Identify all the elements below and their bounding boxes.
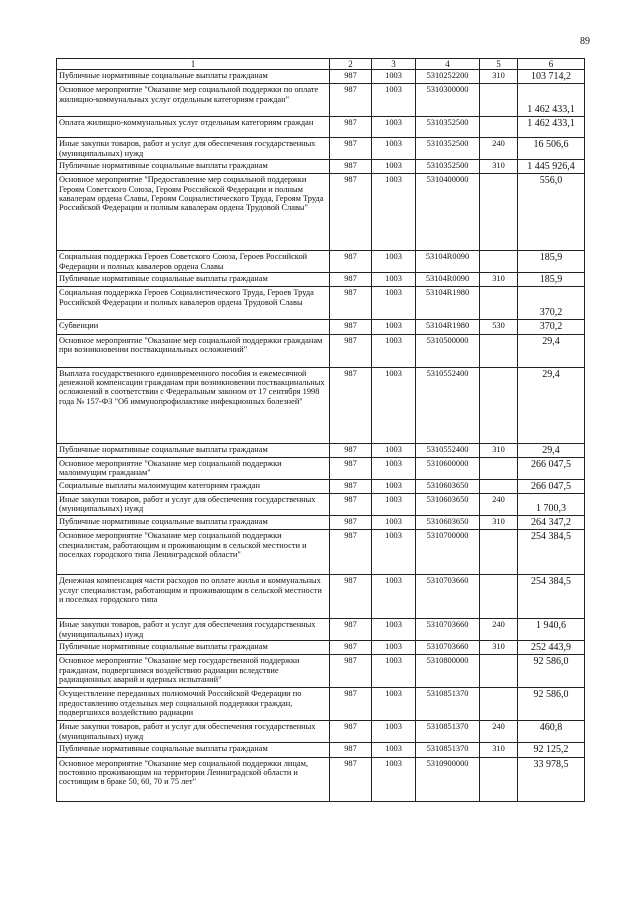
row-col4: 5310352500 [416, 138, 480, 160]
row-amount: 1 700,3 [518, 494, 585, 516]
row-col3: 1003 [372, 320, 416, 334]
table-row [57, 84, 585, 117]
row-col2: 987 [330, 138, 372, 160]
table-row [57, 457, 585, 479]
row-col2: 987 [330, 743, 372, 757]
row-col3: 1003 [372, 70, 416, 84]
table-body [57, 70, 585, 802]
table-row [57, 273, 585, 287]
row-amount: 33 978,5 [518, 757, 585, 801]
row-col2: 987 [330, 334, 372, 367]
row-col3: 1003 [372, 457, 416, 479]
row-col2: 987 [330, 443, 372, 457]
row-name: Социальная поддержка Героев Социалистического Труда, Героев Труда Российской Федерации и полных кавалеров ордена Трудовой Славы [57, 287, 330, 320]
row-amount: 266 047,5 [518, 457, 585, 479]
row-col3: 1003 [372, 117, 416, 138]
row-amount: 556,0 [518, 174, 585, 251]
row-col5: 240 [480, 619, 518, 641]
row-col2: 987 [330, 757, 372, 801]
table-row [57, 688, 585, 721]
row-amount: 264 347,2 [518, 516, 585, 530]
row-name: Основное мероприятие "Предоставление мер социальной поддержки Героям Советского Союза, Героям Российской Федерации и полным кавалерам ордена Славы, Героям Социалистического Труда, Героям Труда Российской Федерации и полным кавалерам ордена Трудовой Славы" [57, 174, 330, 251]
row-col2: 987 [330, 273, 372, 287]
row-col4: 5310552400 [416, 367, 480, 443]
table-row [57, 655, 585, 688]
row-col4: 5310500000 [416, 334, 480, 367]
row-col4: 5310603650 [416, 494, 480, 516]
header-cell: 2 [330, 59, 372, 70]
row-name: Публичные нормативные социальные выплаты гражданам [57, 273, 330, 287]
header-cell: 3 [372, 59, 416, 70]
row-col5 [480, 655, 518, 688]
row-col2: 987 [330, 320, 372, 334]
row-col5: 240 [480, 494, 518, 516]
row-col3: 1003 [372, 619, 416, 641]
row-col4: 5310552400 [416, 443, 480, 457]
row-amount: 92 125,2 [518, 743, 585, 757]
table-row [57, 721, 585, 743]
row-amount: 185,9 [518, 273, 585, 287]
row-col5 [480, 757, 518, 801]
table-row [57, 575, 585, 619]
row-col2: 987 [330, 84, 372, 117]
table-row [57, 367, 585, 443]
header-row [57, 59, 585, 70]
row-name: Оплата жилищно-коммунальных услуг отдельным категориям граждан [57, 117, 330, 138]
row-col3: 1003 [372, 688, 416, 721]
row-col4: 5310703660 [416, 641, 480, 655]
row-col3: 1003 [372, 138, 416, 160]
row-col3: 1003 [372, 84, 416, 117]
row-col5 [480, 367, 518, 443]
row-col4: 53104R1980 [416, 320, 480, 334]
row-name: Социальные выплаты малоимущим категориям граждан [57, 479, 330, 493]
row-col5 [480, 479, 518, 493]
row-col4: 5310703660 [416, 575, 480, 619]
row-col3: 1003 [372, 516, 416, 530]
row-amount: 1 445 926,4 [518, 160, 585, 174]
row-col3: 1003 [372, 287, 416, 320]
row-name: Иные закупки товаров, работ и услуг для обеспечения государственных (муниципальных) нужд [57, 619, 330, 641]
row-col5 [480, 530, 518, 575]
row-name: Иные закупки товаров, работ и услуг для обеспечения государственных (муниципальных) нужд [57, 138, 330, 160]
row-col5: 530 [480, 320, 518, 334]
table-row [57, 174, 585, 251]
row-col2: 987 [330, 494, 372, 516]
row-col4: 53104R0090 [416, 273, 480, 287]
table-row [57, 757, 585, 801]
row-name: Иные закупки товаров, работ и услуг для обеспечения государственных (муниципальных) нужд [57, 494, 330, 516]
row-col3: 1003 [372, 641, 416, 655]
table-row [57, 70, 585, 84]
row-col4: 5310300000 [416, 84, 480, 117]
budget-table [56, 58, 585, 802]
table-row [57, 287, 585, 320]
row-amount: 266 047,5 [518, 479, 585, 493]
row-col2: 987 [330, 160, 372, 174]
row-col2: 987 [330, 367, 372, 443]
row-col3: 1003 [372, 494, 416, 516]
row-name: Основное мероприятие "Оказание мер социальной поддержки лицам, постоянно проживающим на территории Ленинградской области и состоящим в браке 50, 60, 70 и 75 лет" [57, 757, 330, 801]
table-row [57, 743, 585, 757]
table-row [57, 251, 585, 273]
header-cell: 6 [518, 59, 585, 70]
row-amount: 103 714,2 [518, 70, 585, 84]
header-cell: 5 [480, 59, 518, 70]
row-col5: 310 [480, 443, 518, 457]
row-name: Осуществление переданных полномочий Российской Федерации по предоставлению отдельных мер социальной поддержки граждан, подвергшихся воздействию радиации [57, 688, 330, 721]
row-col4: 5310600000 [416, 457, 480, 479]
row-col2: 987 [330, 70, 372, 84]
row-col5 [480, 117, 518, 138]
row-col5 [480, 84, 518, 117]
row-col2: 987 [330, 641, 372, 655]
header-cell: 1 [57, 59, 330, 70]
row-col2: 987 [330, 287, 372, 320]
row-amount: 1 462 433,1 [518, 84, 585, 117]
row-col4: 5310603650 [416, 479, 480, 493]
row-name: Основное мероприятие "Оказание мер социальной поддержки гражданам при возникновении поствакцинальных осложнений" [57, 334, 330, 367]
row-amount: 29,4 [518, 334, 585, 367]
row-col3: 1003 [372, 655, 416, 688]
row-name: Публичные нормативные социальные выплаты гражданам [57, 70, 330, 84]
row-col2: 987 [330, 688, 372, 721]
row-name: Основное мероприятие "Оказание мер социальной поддержки специалистам, работающим и проживающим в сельской местности и поселках городского типа Ленинградской области" [57, 530, 330, 575]
table-row [57, 443, 585, 457]
row-col4: 5310603650 [416, 516, 480, 530]
row-col5: 310 [480, 516, 518, 530]
row-col3: 1003 [372, 757, 416, 801]
row-col3: 1003 [372, 174, 416, 251]
row-name: Основное мероприятие "Оказание мер государственной поддержки гражданам, подвергшимся воздействию радиации вследствие радиационных аварий и ядерных испытаний" [57, 655, 330, 688]
row-col2: 987 [330, 251, 372, 273]
row-col5: 310 [480, 160, 518, 174]
table-row [57, 479, 585, 493]
row-name: Публичные нормативные социальные выплаты гражданам [57, 641, 330, 655]
row-name: Денежная компенсация части расходов по оплате жилья и коммунальных услуг специалистам, работающим и проживающим в сельской местности и поселках городского типа [57, 575, 330, 619]
row-name: Выплата государственного единовременного пособия и ежемесячной денежной компенсации гражданам при возникновении поствакцинальных осложнений в соответствии с Федеральным законом от 17 сентября 1998 года № 157-ФЗ "Об иммунопрофилактике инфекционных болезней" [57, 367, 330, 443]
row-col2: 987 [330, 619, 372, 641]
row-amount: 254 384,5 [518, 575, 585, 619]
row-col5: 310 [480, 641, 518, 655]
row-amount: 185,9 [518, 251, 585, 273]
row-amount: 92 586,0 [518, 655, 585, 688]
table-row [57, 320, 585, 334]
row-amount: 29,4 [518, 367, 585, 443]
table-row [57, 641, 585, 655]
table-row [57, 138, 585, 160]
header-cell: 4 [416, 59, 480, 70]
row-col4: 53104R0090 [416, 251, 480, 273]
row-name: Основное мероприятие "Оказание мер социальной поддержки малоимущим гражданам" [57, 457, 330, 479]
table-row [57, 117, 585, 138]
row-col5 [480, 457, 518, 479]
row-amount: 1 462 433,1 [518, 117, 585, 138]
row-col4: 5310800000 [416, 655, 480, 688]
row-col3: 1003 [372, 334, 416, 367]
row-col3: 1003 [372, 160, 416, 174]
row-col2: 987 [330, 174, 372, 251]
table-row [57, 516, 585, 530]
row-col3: 1003 [372, 367, 416, 443]
row-col3: 1003 [372, 743, 416, 757]
row-col4: 5310352500 [416, 160, 480, 174]
row-col2: 987 [330, 530, 372, 575]
row-col4: 5310851370 [416, 721, 480, 743]
row-col3: 1003 [372, 479, 416, 493]
row-col4: 5310700000 [416, 530, 480, 575]
row-col3: 1003 [372, 273, 416, 287]
row-col5: 310 [480, 273, 518, 287]
row-amount: 1 940,6 [518, 619, 585, 641]
row-amount: 370,2 [518, 287, 585, 320]
table-row [57, 160, 585, 174]
row-amount: 460,8 [518, 721, 585, 743]
row-col4: 5310851370 [416, 688, 480, 721]
row-col2: 987 [330, 721, 372, 743]
row-amount: 92 586,0 [518, 688, 585, 721]
row-col5 [480, 334, 518, 367]
row-name: Публичные нормативные социальные выплаты гражданам [57, 516, 330, 530]
table-row [57, 619, 585, 641]
row-name: Публичные нормативные социальные выплаты гражданам [57, 160, 330, 174]
row-col5 [480, 575, 518, 619]
row-col3: 1003 [372, 721, 416, 743]
row-col4: 5310900000 [416, 757, 480, 801]
row-col4: 53104R1980 [416, 287, 480, 320]
row-col5 [480, 251, 518, 273]
row-amount: 252 443,9 [518, 641, 585, 655]
row-name: Публичные нормативные социальные выплаты гражданам [57, 443, 330, 457]
row-name: Субвенции [57, 320, 330, 334]
row-name: Публичные нормативные социальные выплаты гражданам [57, 743, 330, 757]
row-col4: 5310703660 [416, 619, 480, 641]
row-col5 [480, 174, 518, 251]
row-col5 [480, 287, 518, 320]
table-row [57, 530, 585, 575]
page-number: 89 [580, 36, 590, 47]
row-amount: 370,2 [518, 320, 585, 334]
row-col2: 987 [330, 457, 372, 479]
row-amount: 254 384,5 [518, 530, 585, 575]
row-col5: 310 [480, 70, 518, 84]
row-name: Иные закупки товаров, работ и услуг для обеспечения государственных (муниципальных) нужд [57, 721, 330, 743]
table-row [57, 334, 585, 367]
row-col5: 240 [480, 721, 518, 743]
row-col4: 5310352500 [416, 117, 480, 138]
table-row [57, 494, 585, 516]
row-col2: 987 [330, 117, 372, 138]
row-col4: 5310252200 [416, 70, 480, 84]
row-col4: 5310400000 [416, 174, 480, 251]
row-col3: 1003 [372, 443, 416, 457]
row-col3: 1003 [372, 575, 416, 619]
row-col2: 987 [330, 479, 372, 493]
row-col5 [480, 688, 518, 721]
row-col5: 310 [480, 743, 518, 757]
row-col3: 1003 [372, 530, 416, 575]
row-amount: 16 506,6 [518, 138, 585, 160]
row-name: Основное мероприятие "Оказание мер социальной поддержки по оплате жилищно-коммунальных услуг отдельным категориям граждан" [57, 84, 330, 117]
row-col4: 5310851370 [416, 743, 480, 757]
row-name: Социальная поддержка Героев Советского Союза, Героев Российской Федерации и полных кавалеров ордена Славы [57, 251, 330, 273]
row-col5: 240 [480, 138, 518, 160]
row-col2: 987 [330, 516, 372, 530]
row-amount: 29,4 [518, 443, 585, 457]
row-col3: 1003 [372, 251, 416, 273]
row-col2: 987 [330, 655, 372, 688]
row-col2: 987 [330, 575, 372, 619]
